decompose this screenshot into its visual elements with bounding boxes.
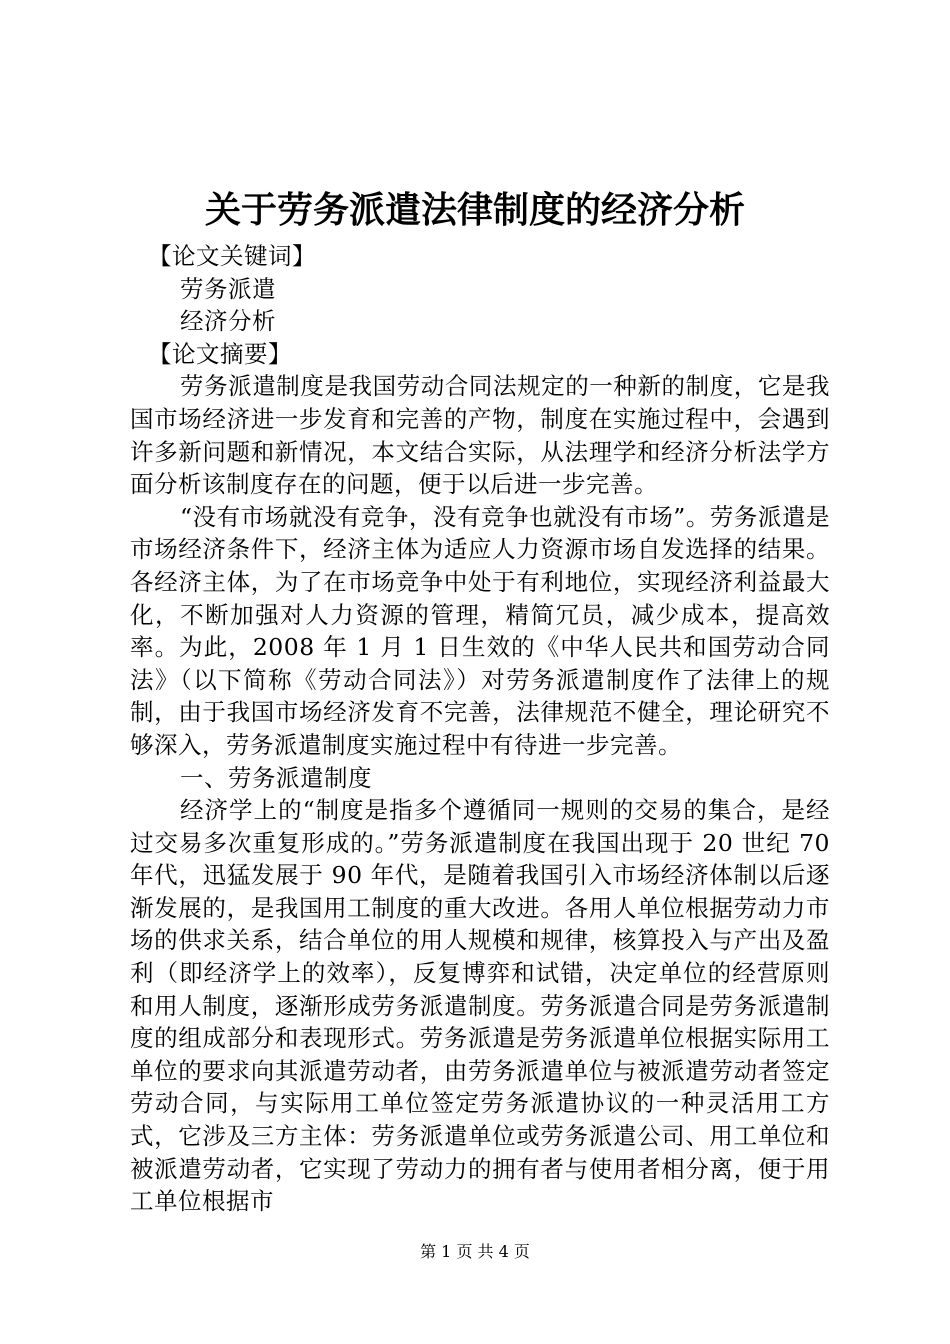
keyword-item: 经济分析	[180, 307, 276, 336]
section-paragraph: 经济学上的“制度是指多个遵循同一规则的交易的集合，是经过交易多次重复形成的。”劳务派遣制度在我国出现于 20 世纪 70 年代，迅猛发展于 90 年代，是随着我国引入市场经济体制以后逐渐发展的，是我国用工制度的重大改进。各用人单位根据劳动力市场的供求关系，结合单位的用人规模和规律，核算投入与产出及盈利（即经济学上的效率），反复博弈和试错，决定单位的经营原则和用人制度，逐渐形成劳务派遣制度。劳务派遣合同是劳务派遣制度的组成部分和表现形式。劳务派遣是劳务派遣单位根据实际用工单位的要求向其派遣劳动者，由劳务派遣单位与被派遣劳动者签定劳动合同，与实际用工单位签定劳务派遣协议的一种灵活用工方式，它涉及三方主体：劳务派遣单位或劳务派遣公司、用工单位和被派遣劳动者，它实现了劳动力的拥有者与使用者相分离，便于用工单位根据市	[130, 796, 830, 1216]
document-body	[130, 240, 830, 1218]
document-title: 关于劳务派遣法律制度的经济分析	[204, 189, 745, 231]
keyword-item: 劳务派遣	[180, 274, 276, 303]
section-heading: 一、劳务派遣制度	[180, 763, 372, 792]
abstract-paragraph: 劳务派遣制度是我国劳动合同法规定的一种新的制度，它是我国市场经济进一步发育和完善的产物，制度在实施过程中，会遇到许多新问题和新情况，本文结合实际，从法理学和经济分析法学方面分析该制度存在的问题，便于以后进一步完善。	[130, 372, 830, 499]
page-number-footer: 第 1 页 共 4 页	[420, 1242, 530, 1261]
intro-paragraph: “没有市场就没有竞争，没有竞争也就没有市场”。劳务派遣是市场经济条件下，经济主体为适应人力资源市场自发选择的结果。各经济主体，为了在市场竞争中处于有利地位，实现经济利益最大化，不断加强对人力资源的管理，精简冗员，减少成本，提高效率。为此，2008 年 1 月 1 日生效的《中华人民共和国劳动合同法》（以下简称《劳动合同法》）对劳务派遣制度作了法律上的规制，由于我国市场经济发育不完善，法律规范不健全，理论研究不够深入，劳务派遣制度实施过程中有待进一步完善。	[130, 502, 830, 759]
keywords-heading: 【论文关键词】	[148, 242, 316, 270]
abstract-heading: 【论文摘要】	[148, 339, 292, 368]
